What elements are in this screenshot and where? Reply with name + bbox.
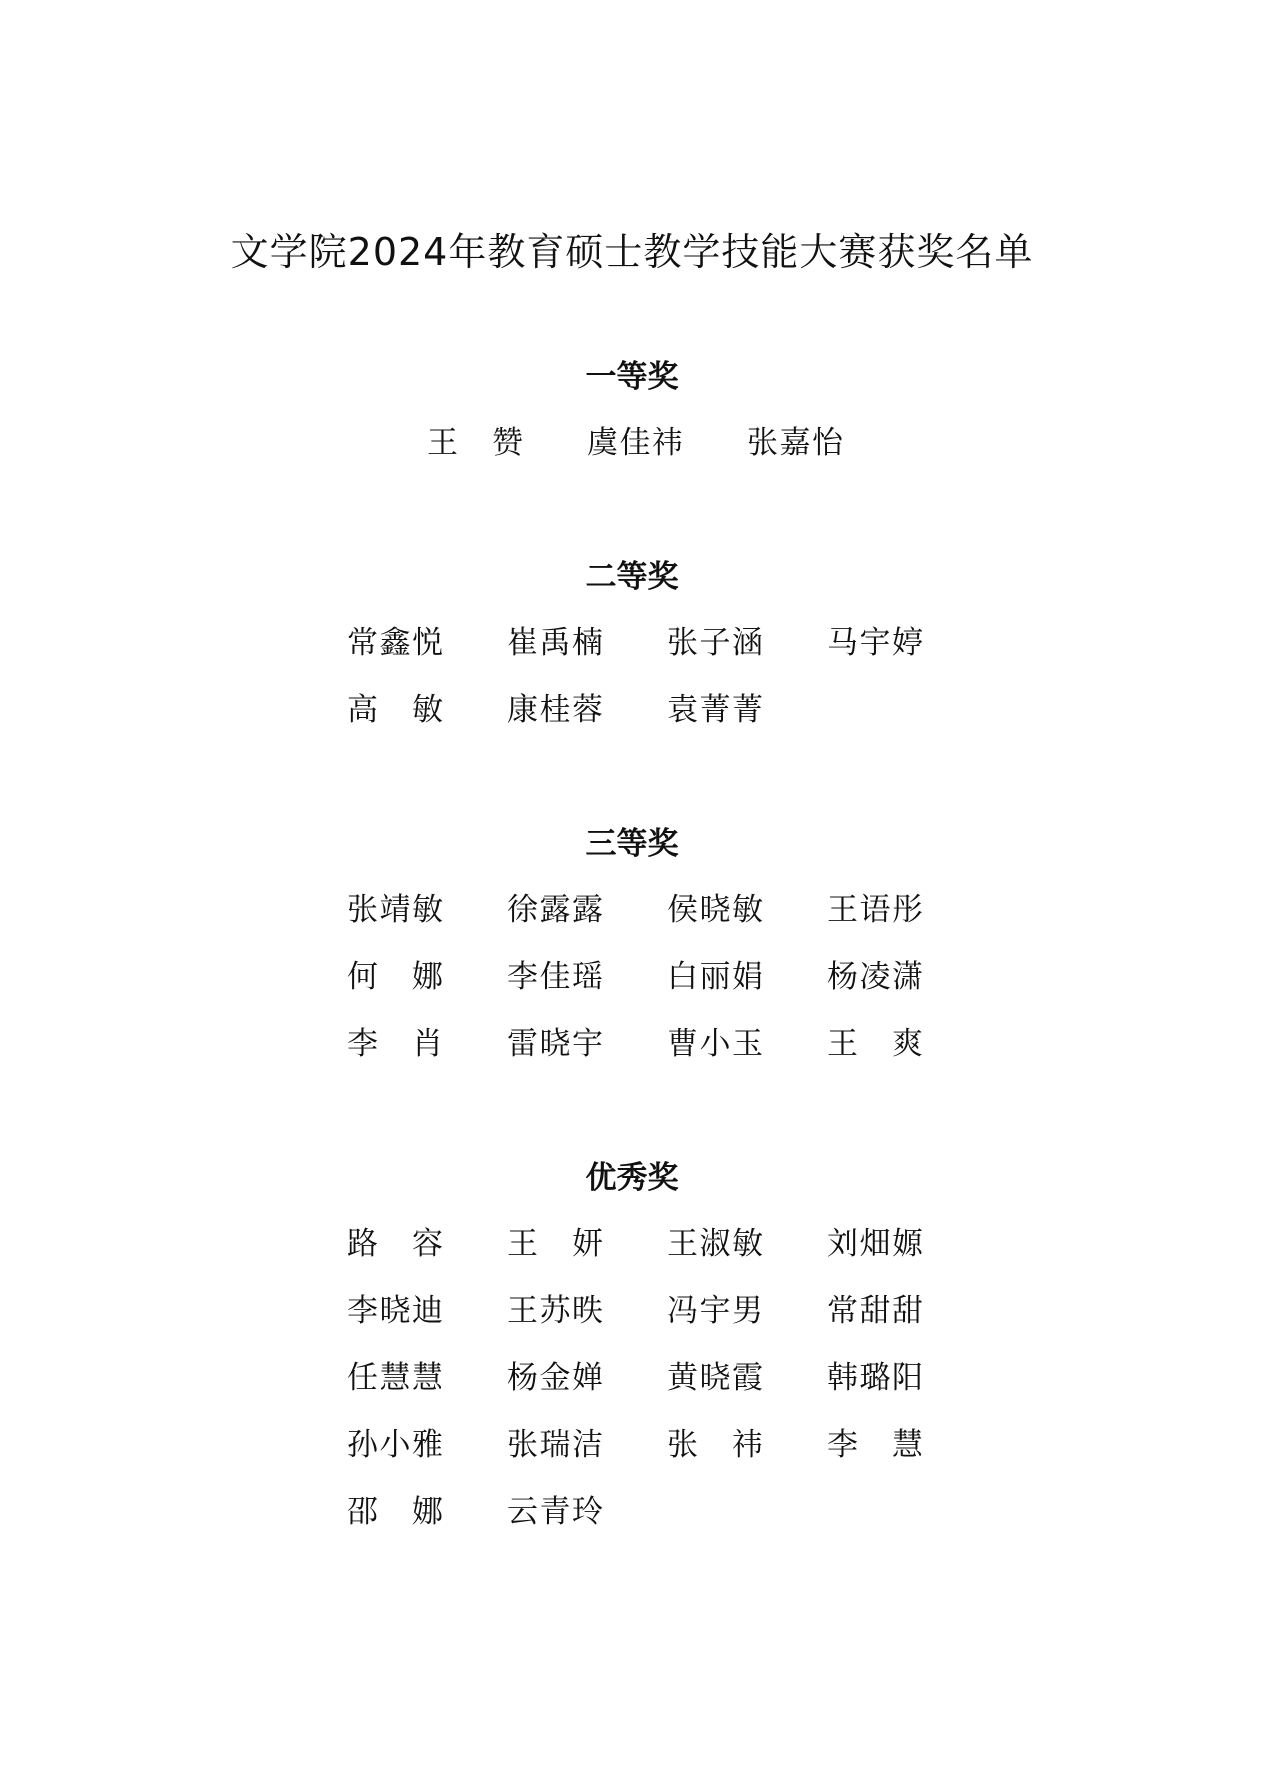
awardee-name: 高 敏 (347, 692, 443, 728)
awardee-name: 黄 晓 霞 (667, 1360, 763, 1396)
awardee-name: 王 赞 (427, 425, 523, 461)
awardee-name: 任 慧 慧 (347, 1360, 443, 1396)
awardee-name: 张 子 涵 (667, 625, 763, 661)
awardee-row (0, 955, 1264, 999)
awardee-name: 张 瑞 洁 (507, 1427, 603, 1463)
awardee-name: 侯 晓 敏 (667, 892, 763, 928)
awardee-name: 王 语 彤 (827, 892, 923, 928)
awardee-name: 孙 小 雅 (347, 1427, 443, 1463)
awardee-name: 康 桂 蓉 (507, 692, 603, 728)
awardee-name: 张 祎 (667, 1427, 763, 1463)
awardee-name: 韩 璐 阳 (827, 1360, 923, 1396)
document-title: 文学院2024年教育硕士教学技能大赛获奖名单 (230, 230, 1034, 274)
awardee-row (0, 1490, 1264, 1534)
awardee-row (0, 1423, 1264, 1467)
awardee-name: 崔 禹 楠 (507, 625, 603, 661)
awardee-row (0, 1022, 1264, 1066)
awardee-name: 李 晓 迪 (347, 1293, 443, 1329)
award-level-heading: 二等奖 (585, 559, 679, 595)
awardee-row (0, 621, 1264, 665)
awardee-name: 王 爽 (827, 1026, 923, 1062)
awardee-name: 李 慧 (827, 1427, 923, 1463)
awardee-name: 杨 凌 潇 (827, 959, 923, 995)
awardee-row (0, 688, 1264, 732)
awardee-name: 王 淑 敏 (667, 1226, 763, 1262)
awardee-name: 王 妍 (507, 1226, 603, 1262)
awardee-name: 何 娜 (347, 959, 443, 995)
awardee-name: 云 青 玲 (507, 1494, 603, 1530)
awardee-name: 雷 晓 宇 (507, 1026, 603, 1062)
awardee-name: 白 丽 娟 (667, 959, 763, 995)
awardee-name: 刘 畑 嫄 (827, 1226, 923, 1262)
award-level-heading: 一等奖 (585, 359, 679, 395)
awardee-name: 王 苏 昳 (507, 1293, 603, 1329)
awardee-name: 李 肖 (347, 1026, 443, 1062)
awardee-name: 徐 露 露 (507, 892, 603, 928)
award-level-heading: 三等奖 (585, 826, 679, 862)
awardee-row (0, 1356, 1264, 1400)
awardee-name: 常 鑫 悦 (347, 625, 443, 661)
award-level-heading: 优秀奖 (585, 1160, 679, 1196)
awardee-row (0, 1222, 1264, 1266)
awardee-name: 马 宇 婷 (827, 625, 923, 661)
awardee-name: 李 佳 瑶 (507, 959, 603, 995)
awardee-name: 路 容 (347, 1226, 443, 1262)
awardee-name: 袁 菁 菁 (667, 692, 763, 728)
awardee-name: 虞 佳 祎 (587, 425, 683, 461)
awardee-name: 冯 宇 男 (667, 1293, 763, 1329)
awardee-name: 常 甜 甜 (827, 1293, 923, 1329)
awardee-row (0, 888, 1264, 932)
awardee-row (0, 421, 1264, 465)
awardee-row (0, 1289, 1264, 1333)
awardee-name: 张 嘉 怡 (747, 425, 843, 461)
awardee-name: 邵 娜 (347, 1494, 443, 1530)
awardee-name: 张 靖 敏 (347, 892, 443, 928)
awardee-name: 杨 金 婵 (507, 1360, 603, 1396)
awardee-name: 曹 小 玉 (667, 1026, 763, 1062)
